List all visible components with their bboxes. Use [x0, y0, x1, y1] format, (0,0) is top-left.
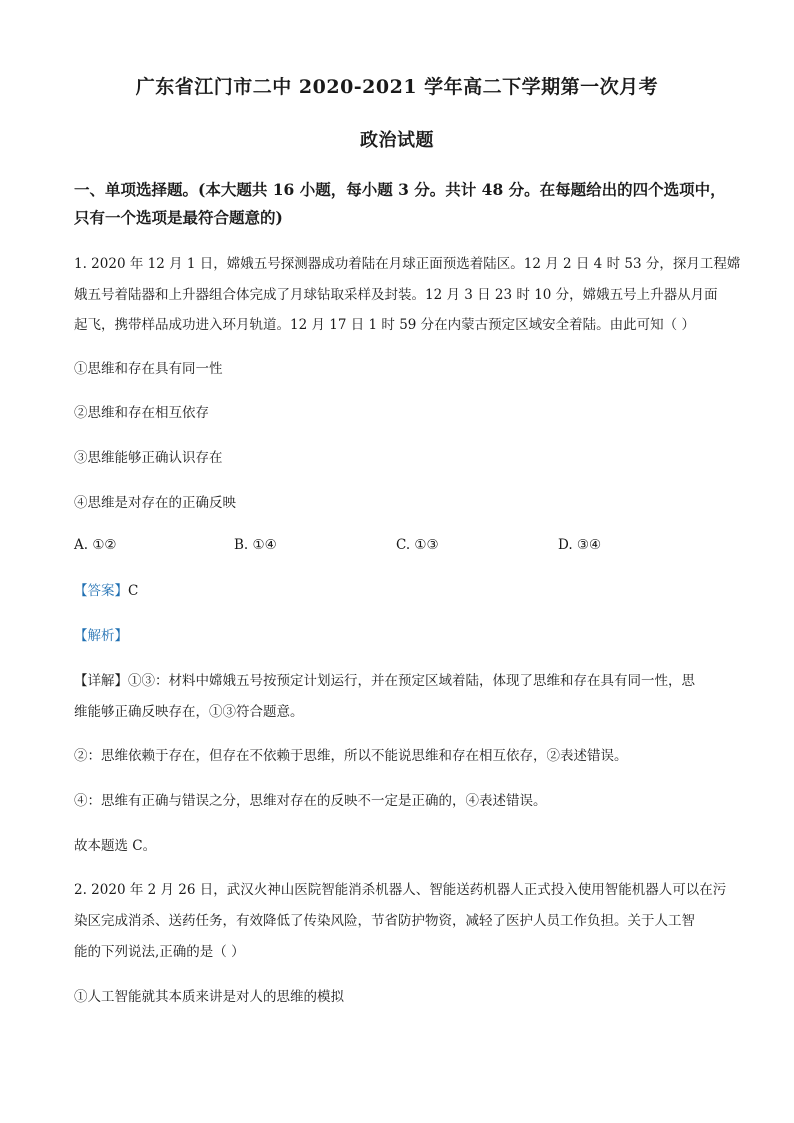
q1-stem-line1: 1. 2020 年 12 月 1 日，嫦娥五号探测器成功着陆在月球正面预选着陆区。12 月 2 日 4 时 53 分，探月工程嫦 [74, 256, 741, 272]
q1-detail-line4: ④：思维有正确与错误之分，思维对存在的反映不一定是正确的，④表述错误。 [74, 793, 547, 809]
q1-option-d: D. ③④ [558, 537, 602, 553]
q1-detail-line3: ②：思维依赖于存在，但存在不依赖于思维，所以不能说思维和存在相互依存，②表述错误。 [74, 748, 628, 764]
q2-item-1: ①人工智能就其本质来讲是对人的思维的模拟 [74, 989, 344, 1005]
q1-answer [74, 581, 724, 601]
q1-option-c: C. ①③ [396, 537, 439, 553]
q1-item-1: ①思维和存在具有同一性 [74, 361, 223, 377]
q1-stem-line3: 起飞，携带样品成功进入环月轨道。12 月 17 日 1 时 59 分在内蒙古预定区域安全着陆。由此可知（ ） [74, 317, 695, 333]
answer-value: C [128, 583, 139, 599]
detail-text-1: ①③：材料中嫦娥五号按预定计划运行，并在预定区域着陆，体现了思维和存在具有同一性，思 [128, 673, 695, 689]
q1-analysis [74, 626, 724, 646]
section-heading-line2: 只有一个选项是最符合题意的) [74, 208, 283, 227]
q1-detail-line1 [74, 671, 724, 691]
q1-item-3: ③思维能够正确认识存在 [74, 450, 223, 466]
q1-item-4: ④思维是对存在的正确反映 [74, 495, 236, 511]
q1-option-b: B. ①④ [234, 537, 277, 553]
analysis-tag: 【解析】 [74, 628, 128, 644]
q2-stem-line1: 2. 2020 年 2 月 26 日，武汉火神山医院智能消杀机器人、智能送药机器人正式投入使用智能机器人可以在污 [74, 882, 727, 898]
q1-stem-line2: 娥五号着陆器和上升器组合体完成了月球钻取采样及封装。12 月 3 日 23 时 10 分，嫦娥五号上升器从月面 [74, 287, 718, 303]
detail-tag: 【详解】 [74, 673, 128, 689]
q1-option-a: A. ①② [74, 537, 117, 553]
answer-tag: 【答案】 [74, 583, 128, 599]
q2-stem-line2: 染区完成消杀、送药任务，有效降低了传染风险，节省防护物资，减轻了医护人员工作负担。关于人工智 [74, 913, 695, 929]
exam-subtitle: 政治试题 [360, 130, 434, 151]
q1-detail-line2: 维能够正确反映存在，①③符合题意。 [74, 704, 304, 720]
exam-title: 广东省江门市二中 2020-2021 学年高二下学期第一次月考 [135, 76, 659, 98]
section-heading-line1: 一、单项选择题。(本大题共 16 小题，每小题 3 分。共计 48 分。在每题给出的四个选项中， [74, 180, 726, 199]
q1-item-2: ②思维和存在相互依存 [74, 405, 209, 421]
q1-conclusion: 故本题选 C。 [74, 838, 157, 854]
q2-stem-line3: 能的下列说法,正确的是（ ） [74, 944, 245, 960]
